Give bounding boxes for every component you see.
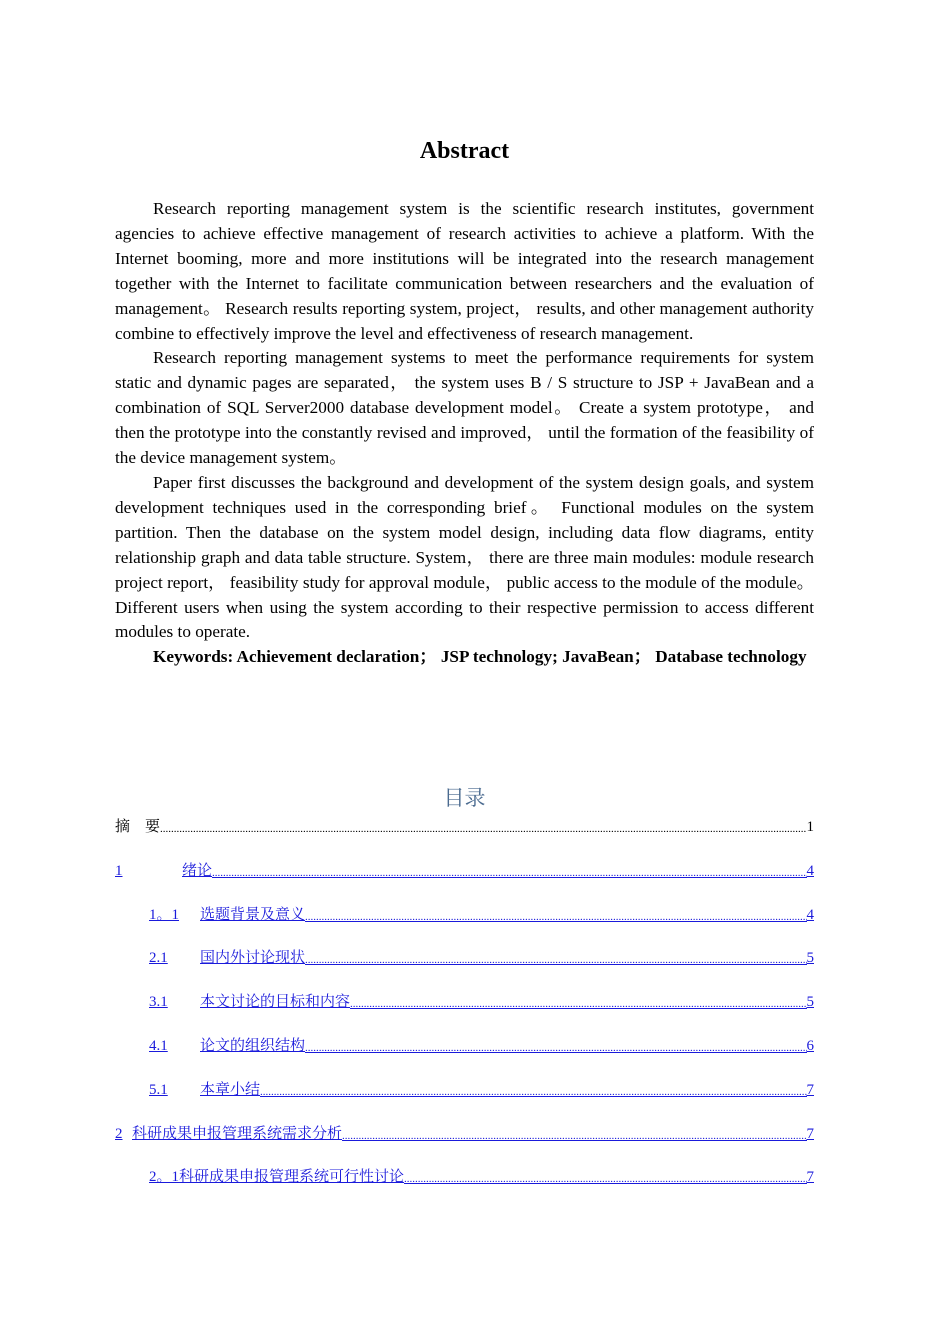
toc-entry-label[interactable]: 科研成果申报管理系统可行性讨论 <box>179 1169 405 1186</box>
toc-entry-page[interactable]: 6 <box>806 1037 814 1054</box>
abstract-paragraph-1: Research reporting management system is the scientific research institutes, government agencies to achieve effective management of research activities to achieve a platform. With the Internet booming, more and more institutions will be integrated into the research management together with the Internet to facilitate communication between researchers and the evaluation of management。 Research results reporting system, project， results, and other management authority combine to effectively improve the level and effectiveness of research management. <box>115 199 814 343</box>
abstract-paragraph-3: Paper first discusses the background and development of the system design goals, and system development techniques used in the corresponding brief。 Functional modules on the system partition. Then the database on the system model design, including data flow diagrams, entity relationship graph and data table structure. System， there are three main modules: module research project report， feasibility study for approval module， public access to the module of the module。 Different users when using the system according to their respective permission to access different modules to operate. <box>115 472 814 642</box>
table-of-contents <box>115 814 814 1208</box>
toc-leader-dots[interactable] <box>342 1129 806 1143</box>
toc-entry-structure[interactable] <box>115 1033 814 1055</box>
toc-entry-feasibility[interactable] <box>115 1164 814 1186</box>
toc-entry-introduction[interactable] <box>115 858 814 880</box>
toc-entry-abstract <box>115 814 814 836</box>
abstract-body <box>115 197 814 670</box>
toc-entry-page[interactable]: 7 <box>806 1081 814 1098</box>
abstract-keywords: Keywords: Achievement declaration； JSP technology; JavaBean； Database technology <box>153 647 807 667</box>
toc-entry-summary[interactable] <box>115 1077 814 1099</box>
toc-leader-dots[interactable] <box>404 1172 806 1186</box>
toc-entry-page[interactable]: 4 <box>806 906 814 923</box>
toc-entry-number[interactable]: 2 <box>115 1125 123 1142</box>
toc-entry-label[interactable]: 科研成果申报管理系统需求分析 <box>132 1125 343 1142</box>
toc-leader-dots[interactable] <box>350 997 806 1011</box>
abstract-paragraph-2: Research reporting management systems to meet the performance requirements for system static and dynamic pages are separated， the system uses B / S structure to JSP + JavaBean and a combination of SQL Server2000 database development model。 Create a system prototype， and then the prototype into the constantly revised and improved， until the formation of the feasibility of the device management system。 <box>115 348 814 468</box>
toc-entry-background[interactable] <box>115 902 814 924</box>
toc-entry-label: 摘 要 <box>115 819 161 835</box>
abstract-title: Abstract <box>419 138 510 164</box>
toc-entry-page[interactable]: 4 <box>806 862 814 879</box>
toc-entry-page: 1 <box>806 819 814 835</box>
toc-entry-number[interactable]: 3.1 <box>149 994 168 1011</box>
toc-entry-number[interactable]: 2.1 <box>149 950 168 967</box>
toc-entry-goals[interactable] <box>115 989 814 1011</box>
toc-entry-page[interactable]: 5 <box>806 994 814 1011</box>
toc-entry-number[interactable]: 5.1 <box>149 1081 168 1098</box>
toc-entry-number[interactable]: 1。1 <box>149 906 180 923</box>
toc-entry-page[interactable]: 5 <box>806 950 814 967</box>
toc-entry-research-status[interactable] <box>115 945 814 967</box>
toc-leader-dots[interactable] <box>212 866 806 880</box>
toc-entry-requirements[interactable] <box>115 1121 814 1143</box>
toc-leader-dots <box>160 822 806 836</box>
toc-entry-label[interactable]: 本文讨论的目标和内容 <box>200 994 351 1011</box>
toc-entry-page[interactable]: 7 <box>806 1169 814 1186</box>
toc-title: 目录 <box>443 786 486 810</box>
toc-entry-label[interactable]: 选题背景及意义 <box>200 906 306 923</box>
toc-leader-dots[interactable] <box>260 1085 806 1099</box>
toc-entry-label[interactable]: 本章小结 <box>200 1081 261 1098</box>
toc-entry-label[interactable]: 国内外讨论现状 <box>200 950 306 967</box>
toc-leader-dots[interactable] <box>305 910 806 924</box>
toc-entry-number[interactable]: 2。1 <box>149 1169 180 1186</box>
toc-leader-dots[interactable] <box>305 1041 806 1055</box>
toc-entry-label[interactable]: 绪论 <box>182 862 213 879</box>
toc-entry-number[interactable]: 1 <box>115 862 123 879</box>
toc-leader-dots[interactable] <box>305 953 806 967</box>
toc-entry-number[interactable]: 4.1 <box>149 1037 168 1054</box>
toc-entry-label[interactable]: 论文的组织结构 <box>200 1037 306 1054</box>
toc-entry-page[interactable]: 7 <box>806 1125 814 1142</box>
